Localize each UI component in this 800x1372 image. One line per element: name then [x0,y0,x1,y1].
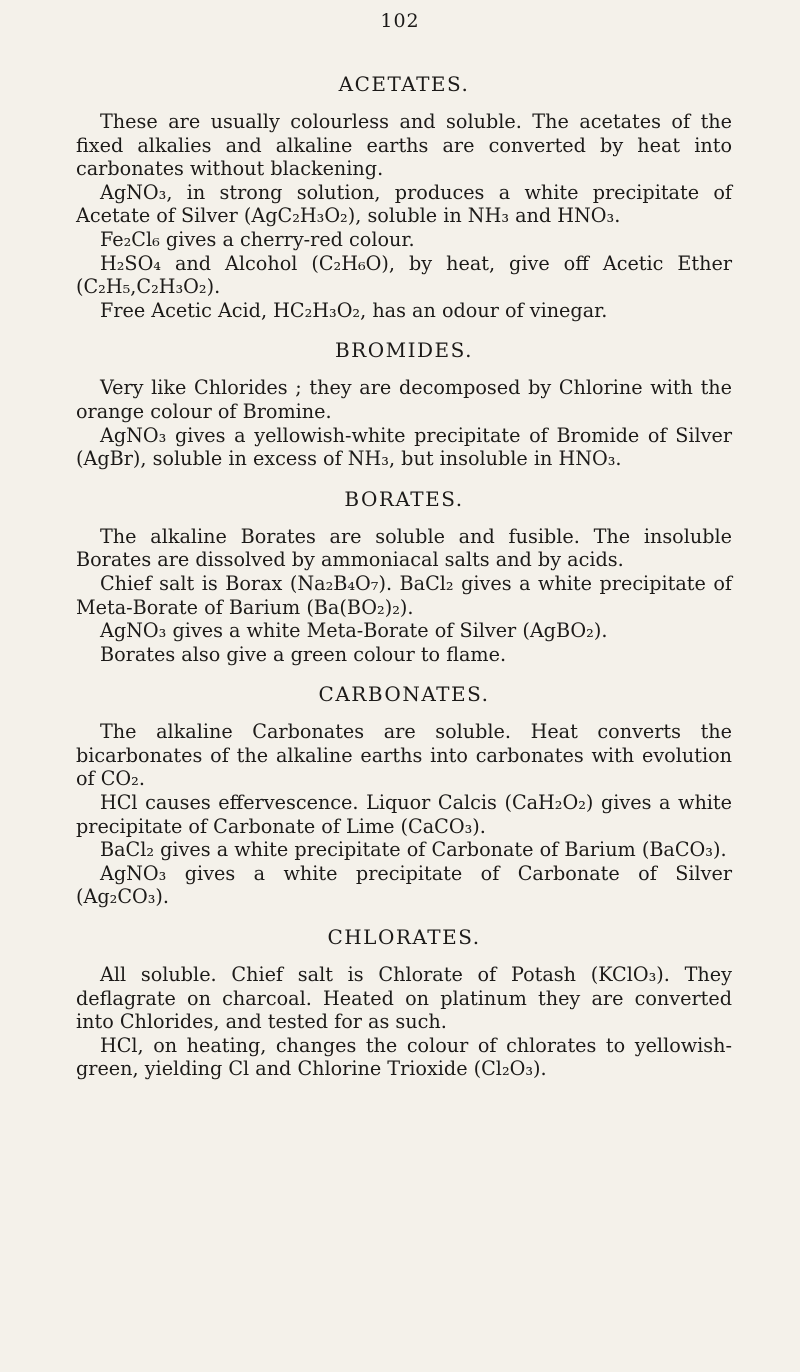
section-title: ACETATES. [338,72,470,96]
page-content [76,72,732,1097]
section-acetates [76,72,732,322]
section-title: BROMIDES. [334,338,473,363]
section-title: BORATES. [344,486,464,511]
section-title: CARBONATES. [318,682,490,707]
section-title: CHLORATES. [327,925,481,950]
paragraph: AgNO₃, in strong solution, produces a white precipitate of Acetate of Silver (AgC₂H₃O₂), soluble in NH₃ and HNO₃. [76,180,732,228]
paragraph: Chief salt is Borax (Na₂B₄O₇). BaCl₂ gives a white precipitate of Meta-Borate of Barium (Ba(BO₂)₂). [76,571,732,619]
page-number: 102 [380,10,420,32]
section-carbonates [76,682,732,909]
section-bromides [76,338,732,470]
paragraph: HCl, on heating, changes the colour of chlorates to yellowish-green, yielding Cl and Chlorine Trioxide (Cl₂O₃). [76,1033,732,1081]
paragraph: The alkaline Carbonates are soluble. Heat converts the bicarbonates of the alkaline earths into carbonates with evolution of CO₂. [76,720,732,791]
paragraph: Fe₂Cl₆ gives a cherry-red colour. [100,227,415,251]
section-borates [76,487,732,667]
section-chlorates [76,925,732,1081]
paragraph: Free Acetic Acid, HC₂H₃O₂, has an odour of vinegar. [100,298,608,322]
paragraph: Very like Chlorides ; they are decomposed by Chlorine with the orange colour of Bromine. [76,376,732,423]
paragraph: AgNO₃ gives a white Meta-Borate of Silver (AgBO₂). [100,619,608,643]
paragraph: AgNO₃ gives a yellowish-white precipitate of Bromide of Silver (AgBr), soluble in excess of NH₃, but insoluble in HNO₃. [76,423,732,471]
paragraph: HCl causes effervescence. Liquor Calcis (CaH₂O₂) gives a white precipitate of Carbonate of Lime (CaCO₃). [76,791,732,838]
paragraph: BaCl₂ gives a white precipitate of Carbonate of Barium (BaCO₃). [100,838,727,862]
paragraph: The alkaline Borates are soluble and fusible. The insoluble Borates are dissolved by ammoniacal salts and by acids. [76,524,732,572]
paragraph: All soluble. Chief salt is Chlorate of Potash (KClO₃). They deflagrate on charcoal. Heated on platinum they are converted into Chlorides, and tested for as such. [76,963,732,1034]
paragraph: H₂SO₄ and Alcohol (C₂H₆O), by heat, give off Acetic Ether (C₂H₅,C₂H₃O₂). [76,251,732,299]
paragraph: Borates also give a green colour to flame. [100,642,507,666]
paragraph: AgNO₃ gives a white precipitate of Carbonate of Silver (Ag₂CO₃). [76,861,732,909]
paragraph: These are usually colourless and soluble. The acetates of the fixed alkalies and alkaline earths are converted by heat into carbonates without blackening. [76,110,732,181]
